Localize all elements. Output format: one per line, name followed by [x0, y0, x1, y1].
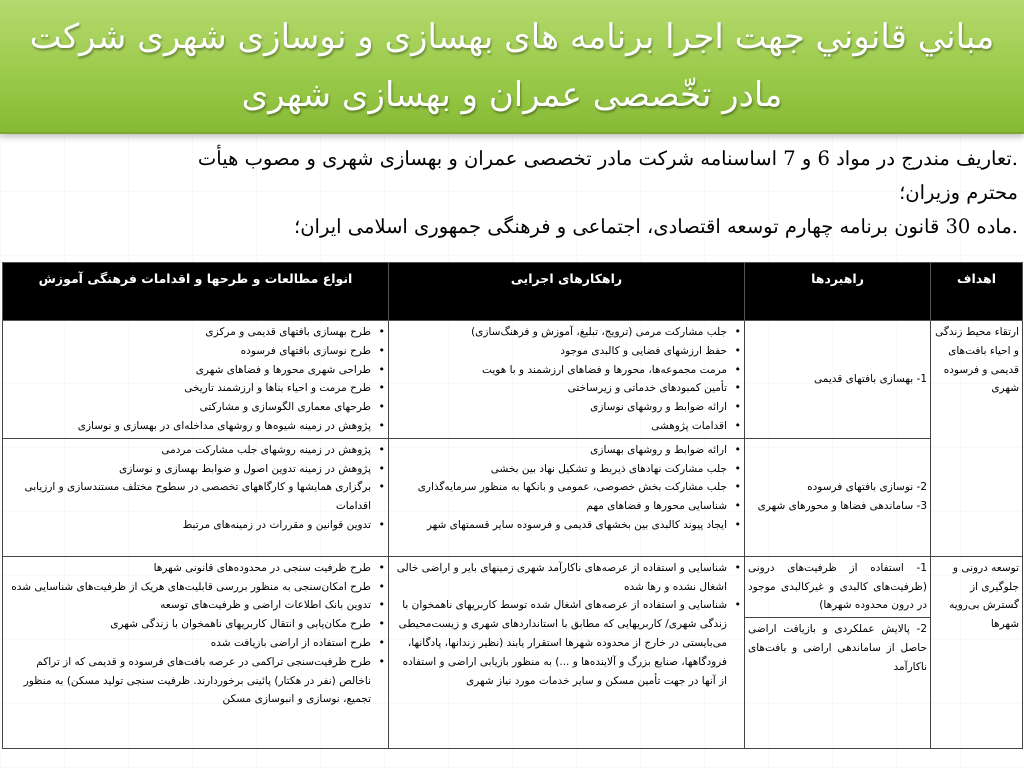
intro-line-1: .تعاریف مندرج در مواد 6 و 7 اساسنامه شرکت مادر تخصصی عمران و بهسازی شهری و مصوب هیأت [197, 147, 1018, 170]
list-item: • حفظ ارزشهای فضایی و کالبدی موجود [392, 342, 741, 361]
list-item: • اقدامات پژوهشی [392, 417, 741, 436]
list-item: • ایجاد پیوند کالبدی بین بخشهای قدیمی و فرسوده سایر قسمتهای شهر [392, 516, 741, 535]
header-strategies: راهبردها [745, 263, 931, 321]
strategy-text: 1- بهسازی بافتهای قدیمی [814, 372, 927, 385]
intro-line-2: محترم وزیران؛ [899, 181, 1018, 204]
list-item: • پژوهش در زمینه شیوه‌ها و روشهای مداخله‌ای در بهسازی و نوسازی [6, 417, 385, 436]
header-goals: اهداف [931, 263, 1023, 321]
solutions-cell [389, 321, 745, 439]
table-row [3, 438, 1023, 556]
title-line-2: مادر تخّصصی عمران و بهسازی شهری [241, 75, 783, 115]
list-item: • طرح ظرفیت‌سنجی تراکمی در عرصه بافت‌های فرسوده و قدیمی که از تراکم ناخالص (نفر در هکتار) پائینی برخوردارند. ظرفیت سنجی تولید مسکن) به منظور تجمیع، نوسازی و انبوسازی مسکن [6, 653, 385, 709]
strategy-text: 2- نوسازی بافتهای فرسوده [807, 481, 927, 494]
strategy-text: 2- پالایش عملکردی و بازیافت اراضی حاصل از ساماندهی اراضی و بافت‌های ناکارآمد [745, 617, 930, 676]
studies-cell [3, 556, 389, 748]
strategy-cell [745, 321, 931, 439]
list-item: • طرح ظرفیت سنجی در محدوده‌های قانونی شهرها [6, 559, 385, 578]
intro-line-3: .ماده 30 قانون برنامه چهارم توسعه اقتصادی، اجتماعی و فرهنگی جمهوری اسلامی ایران؛ [294, 215, 1018, 238]
list-item: • برگزاری همایشها و کارگاههای تخصصی در سطوح مختلف مستندسازی و ارزیابی اقدامات [6, 478, 385, 516]
header-solutions: راهکارهای اجرایی [389, 263, 745, 321]
strategy-text: 3- ساماندهی فضاها و محورهای شهری [757, 500, 927, 513]
list-item: • ارائه ضوابط و روشهای نوسازی [392, 398, 741, 417]
list-item: • طرح استفاده از اراضی بازیافت شده [6, 634, 385, 653]
goal-cell [931, 321, 1023, 557]
strategy-text: 1- استفاده از ظرفیت‌های درونی (ظرفیت‌های کالبدی و غیرکالبدی موجود در درون محدوده شهرها) [748, 561, 927, 612]
list-item: • پژوهش در زمینه روشهای جلب مشارکت مردمی [6, 441, 385, 460]
solutions-cell [389, 556, 745, 748]
list-item: • تدوین قوانین و مقررات در زمینه‌های مرتبط [6, 516, 385, 535]
list-item: • طرحهای معماری الگوسازی و مشارکتی [6, 398, 385, 417]
title-line-1: مباني قانوني جهت اجرا برنامه های بهسازی و نوسازی شهری شرکت [29, 17, 995, 57]
list-item: • شناسایی محورها و فضاهای مهم [392, 497, 741, 516]
title-banner [0, 0, 1024, 134]
solutions-cell [389, 438, 745, 556]
list-item: • طراحی شهری محورها و فضاهای شهری [6, 361, 385, 380]
list-item: • طرح مرمت و احیاء بناها و ارزشمند تاریخی [6, 379, 385, 398]
list-item: • ارائه ضوابط و روشهای بهسازی [392, 441, 741, 460]
goal-text: ارتقاء محیط زندگی و احیاء بافت‌های قدیمی و فرسوده شهری [935, 326, 1019, 395]
list-item: • جلب مشارکت بخش خصوصی، عمومی و بانکها به منظور سرمایه‌گذاری [392, 478, 741, 497]
list-item: • طرح بهسازی بافتهای قدیمی و مرکزی [6, 323, 385, 342]
goal-text: توسعه درونی و جلوگیری از گسترش بی‌رویه شهرها [949, 561, 1019, 631]
table-row [3, 556, 1023, 748]
list-item: • شناسایی و استفاده از عرصه‌های ناکارآمد شهری زمینهای بایر و اراضی خالی اشغال نشده و رها شده [392, 559, 741, 597]
intro-text [40, 142, 1018, 262]
list-item: • مرمت مجموعه‌ها، محورها و فضاهای ارزشمند و با هویت [392, 361, 741, 380]
strategy-cell [745, 556, 931, 748]
goal-cell [931, 556, 1023, 748]
list-item: • تدوین بانک اطلاعات اراضی و ظرفیت‌های توسعه [6, 596, 385, 615]
list-item: • شناسایی و استفاده از عرصه‌های اشغال شده توسط کاربریهای ناهمخوان با زندگی شهری/ کاربریهایی که مطابق با استانداردهای شهری و زیست‌محیطی می‌بایستی در خارج از محدوده شهرها استقرار یابند (نظیر زندانها، پادگانها، فرودگاهها، صنایع بزرگ و آلاینده‌ها و ...) به منظور بازیابی اراضی و استفاده از آنها در جهت تأمین مسکن و سایر خدمات مورد نیاز شهری [392, 596, 741, 690]
table-header-row [3, 263, 1023, 321]
list-item: • طرح امکان‌سنجی به منظور بررسی قابلیت‌های هریک از ظرفیت‌های شناسایی شده [6, 578, 385, 597]
list-item: • جلب مشارکت مرمی (ترویج، تبلیغ، آموزش و فرهنگ‌سازی) [392, 323, 741, 342]
strategy-cell [745, 438, 931, 556]
header-studies: انواع مطالعات و طرحها و اقدامات فرهنگی آموزش [3, 263, 389, 321]
list-item: • طرح نوسازی بافتهای فرسوده [6, 342, 385, 361]
studies-cell [3, 438, 389, 556]
list-item: • طرح مکان‌یابی و انتقال کاربریهای ناهمخوان با زندگی شهری [6, 615, 385, 634]
table-row [3, 321, 1023, 439]
studies-cell [3, 321, 389, 439]
list-item: • پژوهش در زمینه تدوین اصول و ضوابط بهسازی و نوسازی [6, 460, 385, 479]
legal-basis-table [2, 262, 1023, 749]
list-item: • تأمین کمبودهای خدماتی و زیرساختی [392, 379, 741, 398]
list-item: • جلب مشارکت نهادهای ذیربط و تشکیل نهاد بین بخشی [392, 460, 741, 479]
